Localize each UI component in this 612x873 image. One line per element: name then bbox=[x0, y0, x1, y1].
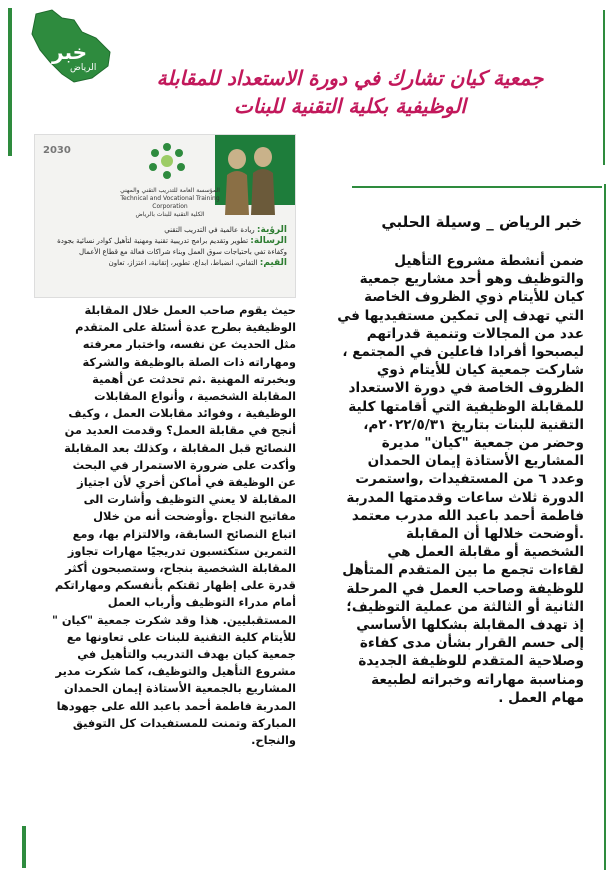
text-line: الوظيفية بطرح عدة أسئلة على المتقدم bbox=[75, 320, 296, 335]
banner-line: وكفاءة تفي باحتياجات سوق العمل وبناء شراكات فعالة مع قطاع الأعمال bbox=[78, 248, 287, 256]
text-line: المقابلة لا يعني التوظيف وأشارت الى bbox=[83, 492, 296, 507]
banner-line: القيم: التفاني، انضباط، ابداع، تطوير، إتقانية، اعتزاز، تعاون bbox=[108, 258, 287, 268]
text-line: للأيتام كلية التقنية للبنات على تعاونها مع bbox=[66, 629, 296, 644]
green-frame-left bbox=[8, 8, 12, 156]
text-line: للمقابلة الوظيفية التي أقامتها كلية bbox=[348, 398, 584, 415]
text-line: مثل الحديث عن نفسه، واختبار معرفته bbox=[82, 337, 296, 352]
text-line: وحضر من جمعية "كيان" مديرة bbox=[381, 435, 584, 452]
text-line: كيان للأيتام ذوي الظروف الخاصة bbox=[364, 289, 584, 306]
text-line: المباركة وتمنت للمستفيدات كل التوفيق bbox=[72, 715, 296, 730]
text-line: مشروع التأهيل والتوظيف، كما شكرت مدير bbox=[55, 664, 296, 679]
text-line: ليصبحوا أفرادا فاعلين في المجتمع ، bbox=[342, 344, 584, 361]
article-column-right bbox=[316, 252, 584, 707]
text-line: اتباع النصائح السابقة، والالتزام بها، ومع bbox=[72, 526, 296, 541]
text-line: وأكدت على ضرورة الاستمرار في البحث bbox=[72, 457, 296, 472]
text-line: .أوضحت خلالها أن المقابلة bbox=[405, 526, 584, 543]
text-line: أمام مدراء التوظيف وأرباب العمل bbox=[107, 595, 296, 610]
text-line: التي تهدف إلى تمكين مستفيديها في bbox=[337, 307, 584, 324]
khabar-riyadh-logo bbox=[22, 8, 114, 88]
green-frame-top-rule bbox=[352, 186, 602, 188]
text-line: الثانية أو الثالثة من عملية التوظيف؛ bbox=[346, 598, 584, 615]
text-line: وصلاحية المتقدم للوظيفة الجديدة bbox=[358, 653, 584, 670]
vision-2030-logo: 2030 bbox=[43, 145, 71, 156]
banner-line: الرؤية: ريادة عالمية في التدريب التقني bbox=[164, 225, 287, 235]
text-line: الشخصية أو مقابلة العمل هي bbox=[387, 544, 584, 561]
text-line: أنجح في مقابلة العمل؟ وقدمت العديد من bbox=[64, 423, 296, 438]
text-line: ومهاراته ذات الصلة بالوظيفة والشركة bbox=[82, 354, 296, 369]
text-line: إذ تهدف المقابلة بشكلها الأساسي bbox=[356, 617, 584, 634]
text-line: التمرين ستكتسبون تدريجيًا مهارات تجاوز bbox=[67, 543, 296, 558]
text-line: حيث يقوم صاحب العمل خلال المقابلة bbox=[84, 303, 296, 317]
text-line: فاطمة أحمد باعبد الله مدرب معتمد bbox=[351, 507, 584, 524]
article-photo bbox=[34, 134, 296, 298]
text-line: ومناسبة مهاراته وخبراته لطبيعة bbox=[371, 671, 584, 688]
text-line: المقابلة الشخصية ، وأنواع المقابلات bbox=[94, 389, 296, 404]
portraits-icon bbox=[221, 141, 281, 215]
text-line: قدرة على إظهار ثقتكم بأنفسكم ومهاراتكم bbox=[54, 578, 296, 593]
tvtc-emblem-icon bbox=[145, 139, 189, 185]
text-line: والتوظيف وهو أحد مشاريع جمعية bbox=[359, 271, 584, 288]
text-line: وعدد ٦ من المستفيدات ,واستمرت bbox=[355, 471, 584, 488]
text-line: مهام العمل . bbox=[498, 689, 584, 706]
green-frame-right bbox=[604, 184, 606, 870]
text-line: لقاءات تجمع ما بين المتقدم المتأهل bbox=[342, 562, 584, 579]
text-line: المشاريع بالجمعية الأستاذة إيمان الحمدان bbox=[64, 681, 296, 696]
text-line: الدورة ثلاث ساعات وقدمتها المدربة bbox=[346, 489, 584, 506]
logo-subtitle: الرياض bbox=[70, 63, 97, 73]
green-frame-bottom bbox=[22, 826, 26, 868]
text-line: للوظيفة وصاحب العمل في المرحلة bbox=[346, 580, 584, 597]
title-line-1: جمعية كيان تشارك في دورة الاستعداد للمقابلة bbox=[156, 66, 544, 90]
text-line: جمعية كيان بهدف التدريب والتأهيل في bbox=[77, 647, 296, 662]
text-line: الوظيفية ، وفوائد مقابلات العمل ، وكيف bbox=[68, 406, 296, 421]
article-title bbox=[120, 64, 580, 120]
text-line: الظروف الخاصة في دورة الاستعداد bbox=[348, 380, 584, 397]
text-line: المشاريع الأستاذة إيمان الحمدان bbox=[367, 453, 584, 470]
article-column-left bbox=[30, 302, 296, 749]
logo-name: خبر bbox=[52, 40, 88, 64]
values-banner bbox=[35, 225, 295, 269]
tvtc-organization-name: المؤسسة العامة للتدريب التقني والمهني Technical and Vocational Training Corporation الكلية التقنية للبنات بالرياض bbox=[120, 187, 220, 218]
text-line: إلى حسم القرار بشأن مدى كفاءة bbox=[359, 635, 584, 652]
text-line: وبخبرته المهنية .ثم تحدثت عن أهمية bbox=[92, 371, 296, 386]
text-line: ضمن أنشطة مشروع التأهيل bbox=[394, 253, 584, 269]
text-line: المقابلة الشخصية بنجاح، وستصبحون أكثر bbox=[65, 561, 296, 576]
green-frame-right-top bbox=[603, 10, 605, 165]
text-line: عن الوظيفة في أماكن أخري لأن اجتياز bbox=[77, 475, 296, 490]
text-line: شاركت جمعية كيان للأيتام ذوي bbox=[376, 362, 584, 379]
text-line: النصائح قبل المقابلة ، وكذلك بعد المقابلة bbox=[64, 440, 296, 455]
text-line: التقنية للبنات بتاريخ ٢٠٢٢/٥/٣١م، bbox=[363, 416, 584, 433]
text-line: مفاتيح النجاح .وأوضحت أنه من خلال bbox=[93, 509, 296, 524]
byline: خبر الرياض _ وسيلة الحلبي bbox=[381, 213, 582, 231]
text-line: عدد من المجالات وتنمية قدراتهم bbox=[366, 325, 584, 342]
text-line: والنجاح. bbox=[251, 733, 296, 748]
text-line: المستقبليين. هذا وقد شكرت جمعية "كيان " bbox=[51, 612, 296, 627]
text-line: المدربة فاطمة أحمد باعبد الله على جهودها bbox=[56, 698, 296, 713]
banner-line: الرسالة: تطوير وتقديم برامج تدريبية تقنية ومهنية لتأهيل كوادر نسائية بجودة bbox=[57, 236, 287, 246]
title-line-2: الوظيفية بكلية التقنية للبنات bbox=[234, 94, 466, 118]
